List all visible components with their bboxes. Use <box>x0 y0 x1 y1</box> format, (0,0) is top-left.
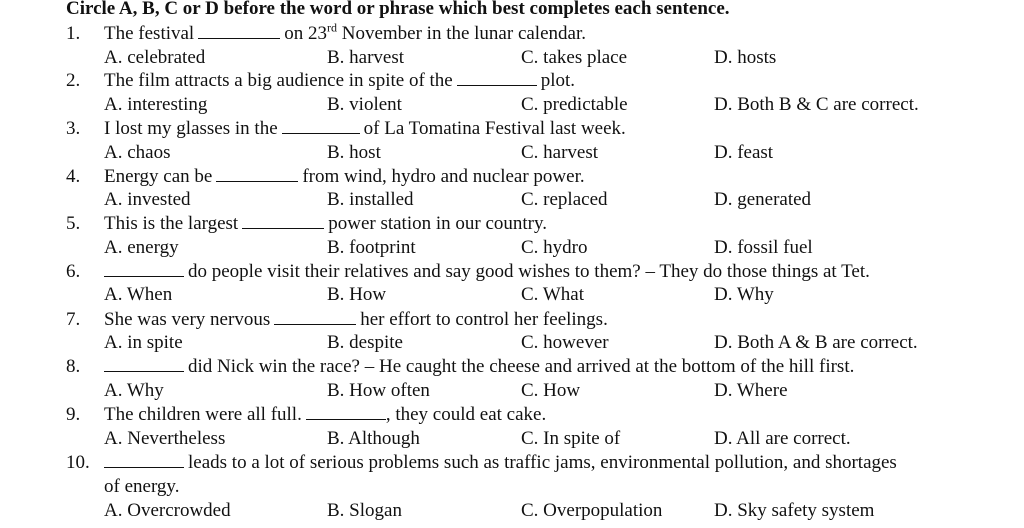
question-stem: leads to a lot of serious problems such as traffic jams, environmental pollution, and shortages <box>104 452 897 474</box>
option-c[interactable]: C. takes place <box>521 47 628 68</box>
option-b[interactable]: B. Slogan <box>327 500 402 521</box>
option-b[interactable]: B. violent <box>327 94 402 115</box>
option-d[interactable]: D. feast <box>714 142 774 163</box>
option-b[interactable]: B. footprint <box>327 237 416 258</box>
option-c[interactable]: C. hydro <box>521 237 588 258</box>
question-number: 7. <box>66 309 81 330</box>
question-stem: She was very nervous her effort to control her feelings. <box>104 309 608 330</box>
question-stem: The film attracts a big audience in spite of the plot. <box>104 70 576 91</box>
question-number: 2. <box>66 70 81 91</box>
option-a[interactable]: A. invested <box>104 189 191 210</box>
option-d[interactable]: D. Why <box>714 284 774 305</box>
question-stem: I lost my glasses in the of La Tomatina Festival last week. <box>104 118 626 139</box>
option-d[interactable]: D. Both A & B are correct. <box>714 332 918 353</box>
question-stem: The children were all full. , they could eat cake. <box>104 404 547 425</box>
option-a[interactable]: A. Nevertheless <box>104 428 226 449</box>
option-d[interactable]: D. generated <box>714 189 812 210</box>
option-a[interactable]: A. celebrated <box>104 47 206 68</box>
option-a[interactable]: A. Why <box>104 380 164 401</box>
question-number: 8. <box>66 356 81 377</box>
answer-blank <box>282 118 360 134</box>
option-d[interactable]: D. Both B & C are correct. <box>714 94 919 115</box>
option-d[interactable]: D. fossil fuel <box>714 237 813 258</box>
option-a[interactable]: A. Overcrowded <box>104 500 231 521</box>
option-b[interactable]: B. How <box>327 284 387 305</box>
question-stem: did Nick win the race? – He caught the cheese and arrived at the bottom of the hill first. <box>104 356 854 378</box>
question-stem: This is the largest power station in our country. <box>104 213 548 234</box>
option-a[interactable]: A. chaos <box>104 142 171 163</box>
option-c[interactable]: C. predictable <box>521 94 628 115</box>
question-stem: The festival on 23rd November in the lunar calendar. <box>104 20 586 44</box>
option-a[interactable]: A. energy <box>104 237 179 258</box>
option-d[interactable]: D. All are correct. <box>714 428 851 449</box>
option-c[interactable]: C. How <box>521 380 581 401</box>
answer-blank <box>198 23 280 39</box>
question-stem: Energy can be from wind, hydro and nuclear power. <box>104 166 585 187</box>
option-d[interactable]: D. Where <box>714 380 788 401</box>
option-c[interactable]: C. What <box>521 284 584 305</box>
option-a[interactable]: A. interesting <box>104 94 208 115</box>
question-number: 10. <box>66 452 90 473</box>
option-b[interactable]: B. Although <box>327 428 420 449</box>
option-b[interactable]: B. How often <box>327 380 430 401</box>
answer-blank <box>242 213 324 229</box>
option-b[interactable]: B. harvest <box>327 47 405 68</box>
option-c[interactable]: C. replaced <box>521 189 608 210</box>
option-b[interactable]: B. installed <box>327 189 414 210</box>
instruction-heading: Circle A, B, C or D before the word or phrase which best completes each sentence. <box>66 0 730 19</box>
option-a[interactable]: A. in spite <box>104 332 183 353</box>
answer-blank <box>457 70 537 86</box>
option-c[interactable]: C. In spite of <box>521 428 621 449</box>
answer-blank <box>274 309 356 325</box>
question-number: 3. <box>66 118 81 139</box>
answer-blank <box>104 452 184 468</box>
option-d[interactable]: D. hosts <box>714 47 777 68</box>
option-c[interactable]: C. however <box>521 332 609 353</box>
option-c[interactable]: C. harvest <box>521 142 599 163</box>
option-a[interactable]: A. When <box>104 284 173 305</box>
question-number: 6. <box>66 261 81 282</box>
option-b[interactable]: B. despite <box>327 332 403 353</box>
question-stem: do people visit their relatives and say good wishes to them? – They do those things at Tet. <box>104 261 870 283</box>
question-number: 9. <box>66 404 81 425</box>
answer-blank <box>216 166 298 182</box>
answer-blank <box>104 261 184 277</box>
answer-blank <box>104 356 184 372</box>
question-number: 1. <box>66 23 81 44</box>
option-d[interactable]: D. Sky safety system <box>714 500 875 521</box>
option-c[interactable]: C. Overpopulation <box>521 500 663 521</box>
option-b[interactable]: B. host <box>327 142 381 163</box>
question-number: 5. <box>66 213 81 234</box>
answer-blank <box>306 404 386 420</box>
question-number: 4. <box>66 166 81 187</box>
